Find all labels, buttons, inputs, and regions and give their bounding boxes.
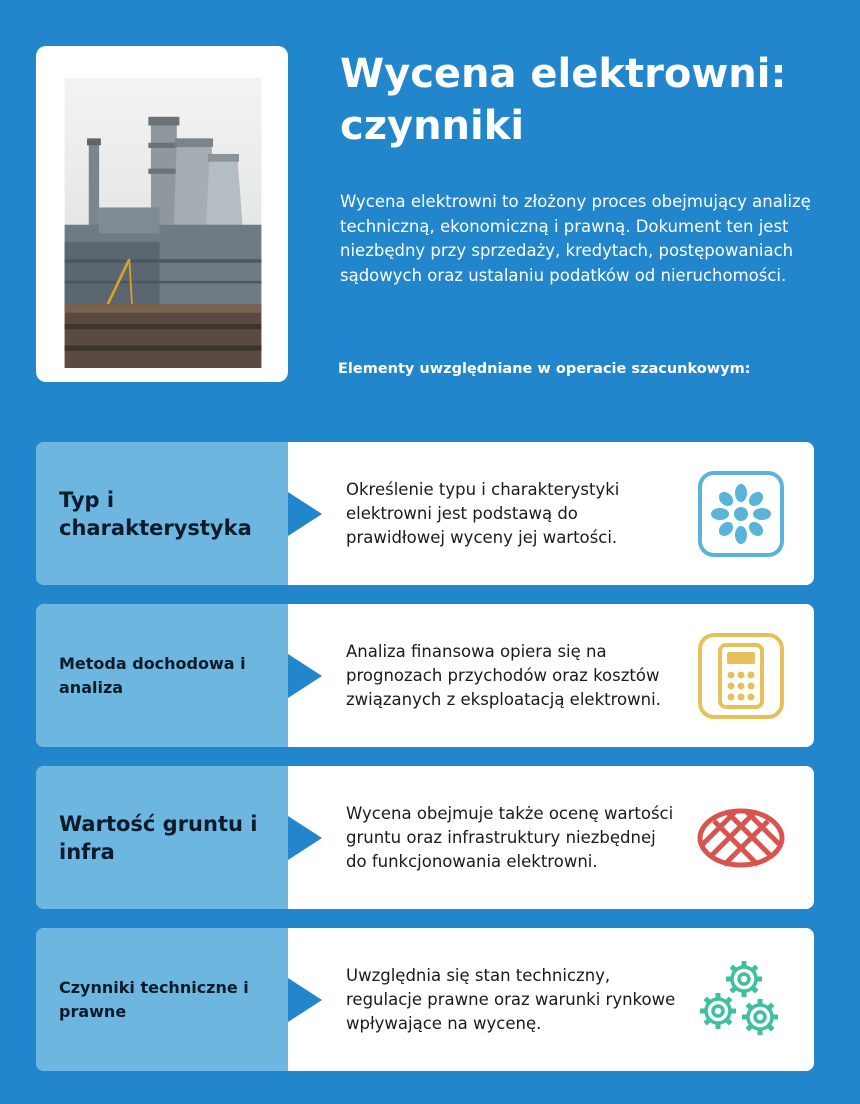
factor-card-income-method — [36, 604, 814, 747]
arrow-icon — [288, 492, 322, 536]
power-plant-photo — [49, 78, 277, 368]
card-title: Metoda dochodowa i analiza — [59, 653, 246, 697]
card-label-panel — [36, 766, 288, 909]
factor-card-technical-legal — [36, 928, 814, 1071]
intro-paragraph: Wycena elektrowni to złożony proces obejmujący analizę techniczną, ekonomiczną i prawną. Dokument ten jest niezbędny przy sprzedaży, kredytach, postępowaniach sądowych oraz ustalaniu podatków od nieruchomości. — [340, 192, 811, 285]
card-description: Wycena obejmuje także ocenę wartości gruntu oraz infrastruktury niezbędnej do funkcjonowania elektrowni. — [346, 803, 674, 871]
gears-icon — [696, 955, 786, 1045]
card-title: Wartość gruntu i infra — [59, 811, 258, 864]
calculator-icon — [696, 631, 786, 721]
card-title: Czynniki techniczne i prawne — [59, 977, 249, 1021]
page-title — [340, 48, 820, 152]
card-description: Uwzględnia się stan techniczny, regulacje prawne oraz warunki rynkowe wpływające na wycenę. — [346, 965, 676, 1033]
flower-icon — [696, 469, 786, 559]
card-label-panel — [36, 442, 288, 585]
card-label-panel — [36, 604, 288, 747]
factor-card-type — [36, 442, 814, 585]
page-title-line2: czynniki — [340, 103, 525, 149]
arrow-icon — [288, 816, 322, 860]
factor-card-land-value — [36, 766, 814, 909]
card-description: Określenie typu i charakterystyki elektrowni jest podstawą do prawidłowej wyceny jej wartości. — [346, 479, 620, 547]
card-title: Typ i charakterystyka — [59, 487, 252, 540]
card-description: Analiza finansowa opiera się na prognozach przychodów oraz kosztów związanych z eksploatacją elektrowni. — [346, 641, 661, 709]
arrow-icon — [288, 978, 322, 1022]
card-label-panel — [36, 928, 288, 1071]
page-title-line1: Wycena elektrowni: — [340, 51, 787, 97]
section-subheading: Elementy uwzględniane w operacie szacunkowym: — [338, 361, 751, 377]
arrow-icon — [288, 654, 322, 698]
grid-net-icon — [696, 793, 786, 883]
